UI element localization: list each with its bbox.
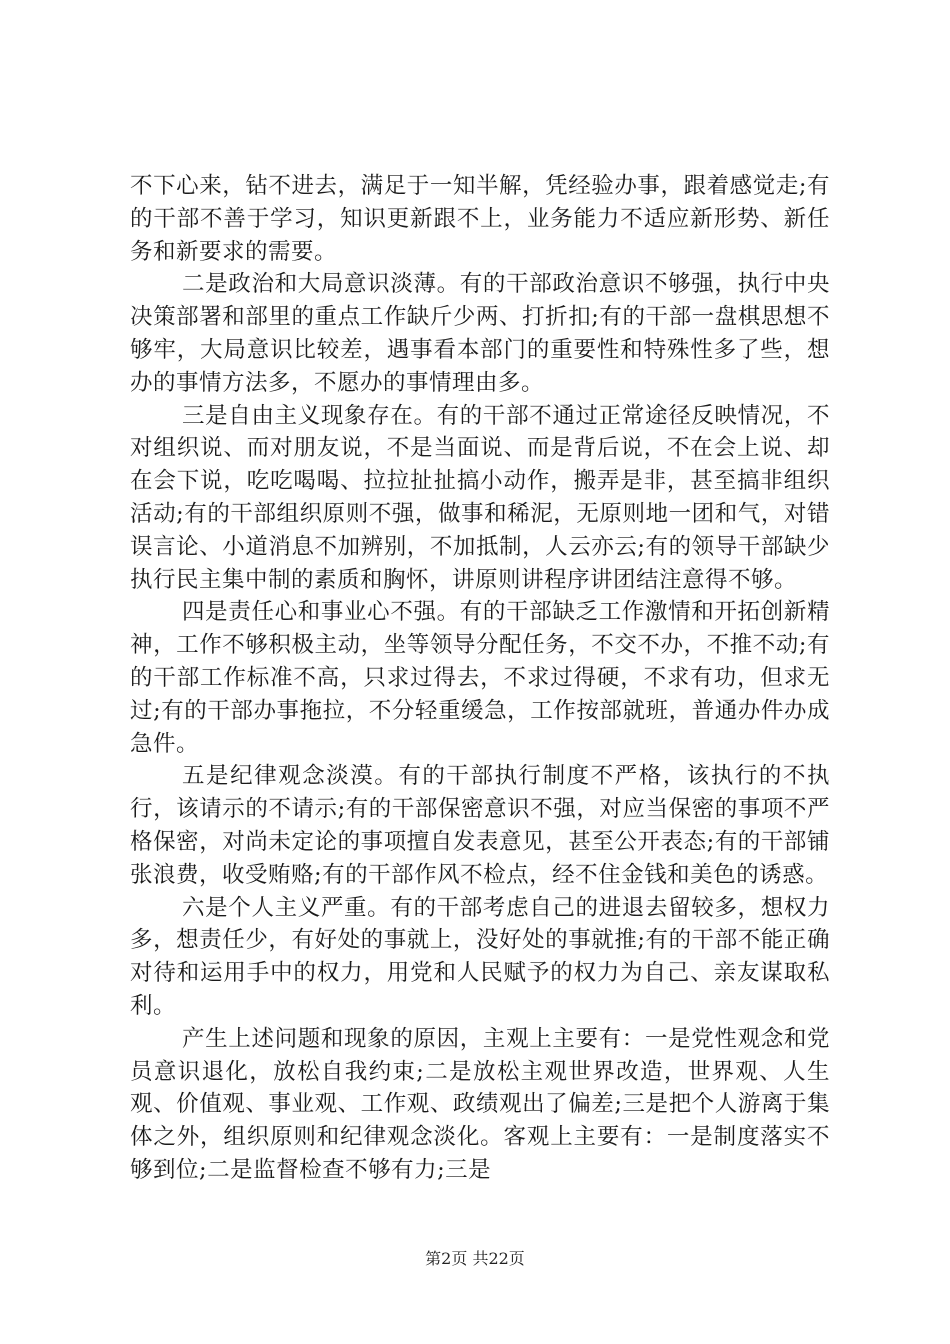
paragraph-2: 二是政治和大局意识淡薄。有的干部政治意识不够强，执行中央决策部署和部里的重点工作缺斤少两、打折扣;有的干部一盘棋思想不够牢，大局意识比较差，遇事看本部门的重要性和特殊性多了些，想办的事情方法多，不愿办的事情理由多。 — [130, 271, 830, 396]
paragraph-4: 四是责任心和事业心不强。有的干部缺乏工作激情和开拓创新精神，工作不够积极主动，坐等领导分配任务，不交不办，不推不动;有的干部工作标准不高，只求过得去，不求过得硬，不求有功，但求无过;有的干部办事拖拉，不分轻重缓急，工作按部就班，普通办件办成急件。 — [130, 599, 830, 757]
page-footer: 第2页 共22页 — [425, 1249, 525, 1268]
body-text — [130, 170, 830, 1187]
paragraph-5: 五是纪律观念淡漠。有的干部执行制度不严格，该执行的不执行，该请示的不请示;有的干部保密意识不强，对应当保密的事项不严格保密，对尚未定论的事项擅自发表意见，甚至公开表态;有的干部铺张浪费，收受贿赂;有的干部作风不检点，经不住金钱和美色的诱惑。 — [130, 763, 830, 888]
paragraph-3: 三是自由主义现象存在。有的干部不通过正常途径反映情况，不对组织说、而对朋友说，不是当面说、而是背后说，不在会上说、却在会下说，吃吃喝喝、拉拉扯扯搞小动作，搬弄是非，甚至搞非组织活动;有的干部组织原则不强，做事和稀泥，无原则地一团和气，对错误言论、小道消息不加辨别，不加抵制，人云亦云;有的领导干部缺少执行民主集中制的素质和胸怀，讲原则讲程序讲团结注意得不够。 — [130, 402, 830, 593]
paragraph-7: 产生上述问题和现象的原因，主观上主要有：一是党性观念和党员意识退化，放松自我约束;二是放松主观世界改造，世界观、人生观、价值观、事业观、工作观、政绩观出了偏差;三是把个人游离于集体之外，组织原则和纪律观念淡化。客观上主要有：一是制度落实不够到位;二是监督检查不够有力;三是 — [130, 1025, 830, 1183]
paragraph-6: 六是个人主义严重。有的干部考虑自己的进退去留较多，想权力多，想责任少，有好处的事就上，没好处的事就推;有的干部不能正确对待和运用手中的权力，用党和人民赋予的权力为自己、亲友谋取私利。 — [130, 894, 830, 1019]
paragraph-1: 不下心来，钻不进去，满足于一知半解，凭经验办事，跟着感觉走;有的干部不善于学习，知识更新跟不上，业务能力不适应新形势、新任务和新要求的需要。 — [130, 173, 830, 265]
